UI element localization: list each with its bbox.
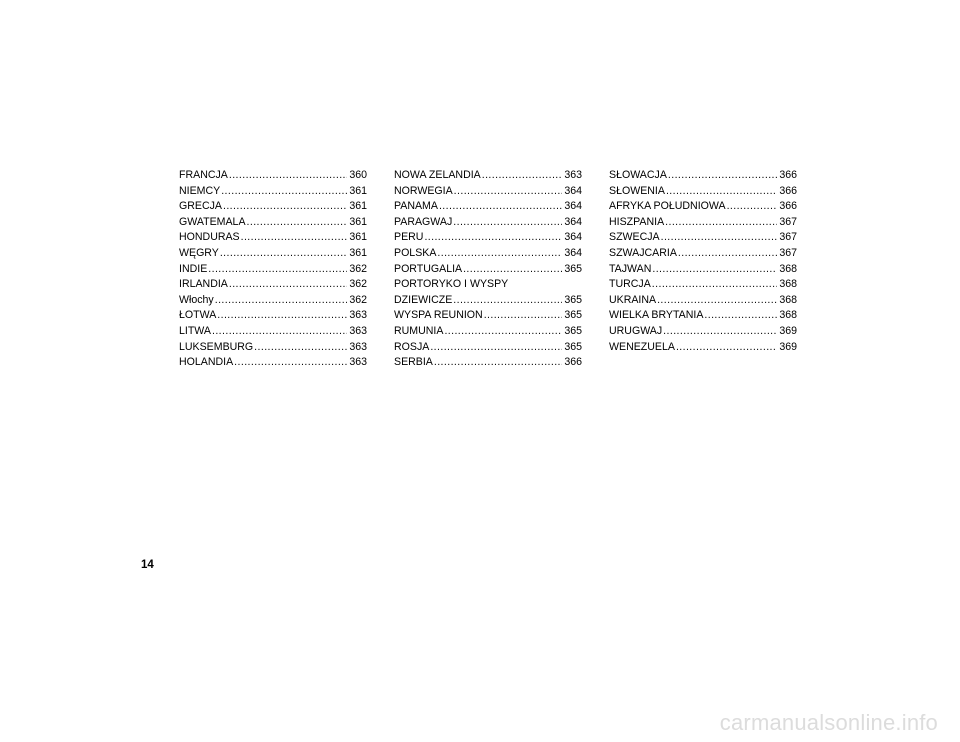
- toc-entry-page: 369: [779, 340, 797, 353]
- toc-entry-title: WYSPA REUNION: [394, 309, 483, 322]
- toc-dot-leader: [229, 168, 347, 184]
- toc-dot-leader: [482, 168, 563, 184]
- toc-entry[interactable]: [394, 340, 582, 356]
- toc-entry-page: 363: [349, 356, 367, 369]
- toc-entry-page: 365: [564, 324, 582, 337]
- watermark-text: carmanualsonline.info: [719, 710, 938, 735]
- toc-entry-title: SZWECJA: [609, 231, 660, 244]
- toc-entry[interactable]: [394, 324, 582, 340]
- toc-entry-title: WIELKA BRYTANIA: [609, 309, 704, 322]
- toc-entry[interactable]: [609, 324, 797, 340]
- toc-dot-leader: [668, 168, 777, 184]
- toc-entry-page: 367: [779, 215, 797, 228]
- toc-entry-page: 361: [349, 200, 367, 213]
- toc-entry-page: 366: [779, 200, 797, 213]
- toc-entry-title: SŁOWENIA: [609, 184, 665, 197]
- toc-column-1: [179, 168, 367, 371]
- toc-entry-title: POLSKA: [394, 246, 437, 259]
- toc-dot-leader: [221, 184, 347, 200]
- toc-entry[interactable]: [394, 262, 582, 278]
- toc-entry[interactable]: [394, 168, 582, 184]
- toc-entry-page: 363: [349, 340, 367, 353]
- toc-dot-leader: [430, 340, 562, 356]
- toc-entry-title: FRANCJA: [179, 169, 228, 181]
- toc-entry-title: HOLANDIA: [179, 356, 234, 369]
- toc-dot-leader: [663, 324, 777, 340]
- toc-entry-title: PORTUGALIA: [394, 262, 463, 275]
- toc-entry-page: 364: [564, 246, 582, 259]
- toc-entry[interactable]: [609, 246, 797, 262]
- toc-entry-page: 365: [564, 293, 582, 306]
- toc-entry[interactable]: [394, 355, 582, 371]
- toc-dot-leader: [444, 324, 562, 340]
- toc-dot-leader: [727, 199, 778, 215]
- toc-entry-page: 365: [564, 309, 582, 322]
- toc-column-2: [394, 168, 582, 371]
- toc-entry-page: 368: [779, 293, 797, 306]
- toc-entry-title: SŁOWACJA: [609, 169, 667, 181]
- toc-entry-page: 362: [349, 262, 367, 275]
- toc-entry-title: LUKSEMBURG: [179, 340, 254, 353]
- toc-dot-leader: [212, 324, 347, 340]
- toc-entry-title: WENEZUELA: [609, 340, 675, 353]
- toc-dot-leader: [657, 293, 777, 309]
- toc-dot-leader: [437, 246, 562, 262]
- toc-entry-title: AFRYKA POŁUDNIOWA: [609, 200, 726, 213]
- toc-entry-title: HISZPANIA: [609, 215, 665, 228]
- toc-entry-title: SZWAJCARIA: [609, 246, 677, 259]
- toc-entry-title: Włochy: [179, 293, 214, 306]
- toc-entry-title: TURCJA: [609, 278, 651, 291]
- toc-entry-page: 364: [564, 231, 582, 244]
- toc-entry[interactable]: [394, 230, 582, 246]
- toc-entry[interactable]: [179, 277, 367, 293]
- toc-entry-page: 368: [779, 278, 797, 291]
- toc-entry[interactable]: [179, 293, 367, 309]
- toc-entry-page: 368: [779, 309, 797, 322]
- toc-entry-title: SERBIA: [394, 356, 433, 369]
- toc-entry[interactable]: [179, 168, 367, 184]
- toc-entry-page: 362: [349, 293, 367, 306]
- toc-entry[interactable]: [394, 199, 582, 215]
- toc-entry[interactable]: [179, 262, 367, 278]
- toc-dot-leader: [661, 230, 778, 246]
- toc-entry-page: 364: [564, 215, 582, 228]
- toc-dot-leader: [254, 340, 347, 356]
- toc-dot-leader: [234, 355, 347, 371]
- toc-dot-leader: [652, 262, 777, 278]
- toc-entry[interactable]: [609, 215, 797, 231]
- toc-dot-leader: [453, 293, 562, 309]
- toc-entry-title: TAJWAN: [609, 262, 652, 275]
- toc-entry[interactable]: [179, 199, 367, 215]
- toc-entry[interactable]: [609, 340, 797, 356]
- toc-entry[interactable]: [609, 230, 797, 246]
- toc-entry[interactable]: [179, 308, 367, 324]
- toc-entry[interactable]: [394, 246, 582, 262]
- toc-entry[interactable]: [394, 308, 582, 324]
- toc-entry-page: 363: [564, 169, 582, 181]
- toc-dot-leader: [454, 184, 563, 200]
- toc-dot-leader: [678, 246, 777, 262]
- toc-dot-leader: [666, 184, 777, 200]
- toc-dot-leader: [215, 293, 348, 309]
- toc-entry-page: 367: [779, 231, 797, 244]
- toc-entry-page: 363: [349, 309, 367, 322]
- toc-dot-leader: [453, 215, 562, 231]
- toc-entry-page: 361: [349, 184, 367, 197]
- toc-entry[interactable]: [179, 340, 367, 356]
- toc-dot-leader: [439, 199, 562, 215]
- toc-entry-title: GRECJA: [179, 200, 222, 213]
- toc-entry[interactable]: [394, 293, 582, 309]
- toc-dot-leader: [247, 215, 348, 231]
- toc-dot-leader: [229, 277, 347, 293]
- toc-entry[interactable]: [609, 293, 797, 309]
- toc-entry-title: NIEMCY: [179, 184, 221, 197]
- toc-dot-leader: [665, 215, 777, 231]
- toc-dot-leader: [223, 199, 347, 215]
- toc-entry-page: 366: [779, 169, 797, 181]
- toc-entry-title: INDIE: [179, 262, 208, 275]
- toc-entry-title: DZIEWICZE: [394, 293, 453, 306]
- toc-entry[interactable]: [609, 199, 797, 215]
- toc-entry-page: 364: [564, 184, 582, 197]
- toc-entry-title: UKRAINA: [609, 293, 657, 306]
- toc-entry-title: PARAGWAJ: [394, 215, 453, 228]
- toc-entry-page: 364: [564, 200, 582, 213]
- toc-entry[interactable]: [179, 184, 367, 200]
- toc-entry-heading: PORTORYKO I WYSPY: [394, 278, 509, 291]
- toc-column-3: [609, 168, 797, 355]
- toc-entry-title: GWATEMALA: [179, 215, 246, 228]
- toc-entry-page: 361: [349, 231, 367, 244]
- toc-entry[interactable]: [179, 230, 367, 246]
- toc-entry-title: URUGWAJ: [609, 324, 663, 337]
- toc-entry[interactable]: [394, 184, 582, 200]
- toc-entry[interactable]: [179, 355, 367, 371]
- toc-entry[interactable]: [609, 308, 797, 324]
- toc-entry-title: ROSJA: [394, 340, 430, 353]
- toc-entry-page: 365: [564, 262, 582, 275]
- toc-dot-leader: [434, 355, 562, 371]
- page-number: 14: [141, 559, 154, 571]
- toc-entry-title: ŁOTWA: [179, 309, 217, 322]
- toc-dot-leader: [241, 230, 348, 246]
- toc-entry-title: WĘGRY: [179, 246, 219, 259]
- toc-entry-title: NORWEGIA: [394, 184, 453, 197]
- toc-entry[interactable]: [179, 324, 367, 340]
- toc-entry-page: 363: [349, 324, 367, 337]
- toc-entry-title: IRLANDIA: [179, 278, 228, 291]
- toc-entry-page: 367: [779, 246, 797, 259]
- toc-entry-page: 361: [349, 215, 367, 228]
- toc-entry-page: 361: [349, 246, 367, 259]
- toc-entry-page: 366: [779, 184, 797, 197]
- toc-entry-title: NOWA ZELANDIA: [394, 169, 481, 181]
- toc-entry[interactable]: [179, 215, 367, 231]
- toc-dot-leader: [484, 308, 563, 324]
- toc-dot-leader: [424, 230, 562, 246]
- toc-entry-title: RUMUNIA: [394, 324, 444, 337]
- toc-entry-title: PANAMA: [394, 200, 438, 213]
- toc-entry[interactable]: [609, 184, 797, 200]
- toc-entry-title: HONDURAS: [179, 231, 240, 244]
- toc-dot-leader: [704, 308, 777, 324]
- toc-entry-page: 369: [779, 324, 797, 337]
- toc-dot-leader: [220, 246, 347, 262]
- toc-dot-leader: [463, 262, 562, 278]
- toc-entry-title: PERU: [394, 231, 424, 244]
- toc-dot-leader: [217, 308, 347, 324]
- toc-entry-page: 368: [779, 262, 797, 275]
- toc-entry-page: 365: [564, 340, 582, 353]
- toc-dot-leader: [676, 340, 777, 356]
- toc-entry[interactable]: [394, 215, 582, 231]
- toc-entry[interactable]: [179, 246, 367, 262]
- toc-entry-page: 362: [349, 278, 367, 291]
- toc-entry-page: 360: [349, 169, 367, 181]
- toc-dot-leader: [208, 262, 347, 278]
- toc-entry-page: 366: [564, 356, 582, 369]
- toc-entry[interactable]: [609, 277, 797, 293]
- toc-entry[interactable]: [609, 168, 797, 184]
- toc-entry-title: LITWA: [179, 324, 211, 337]
- toc-dot-leader: [652, 277, 778, 293]
- toc-entry[interactable]: [609, 262, 797, 278]
